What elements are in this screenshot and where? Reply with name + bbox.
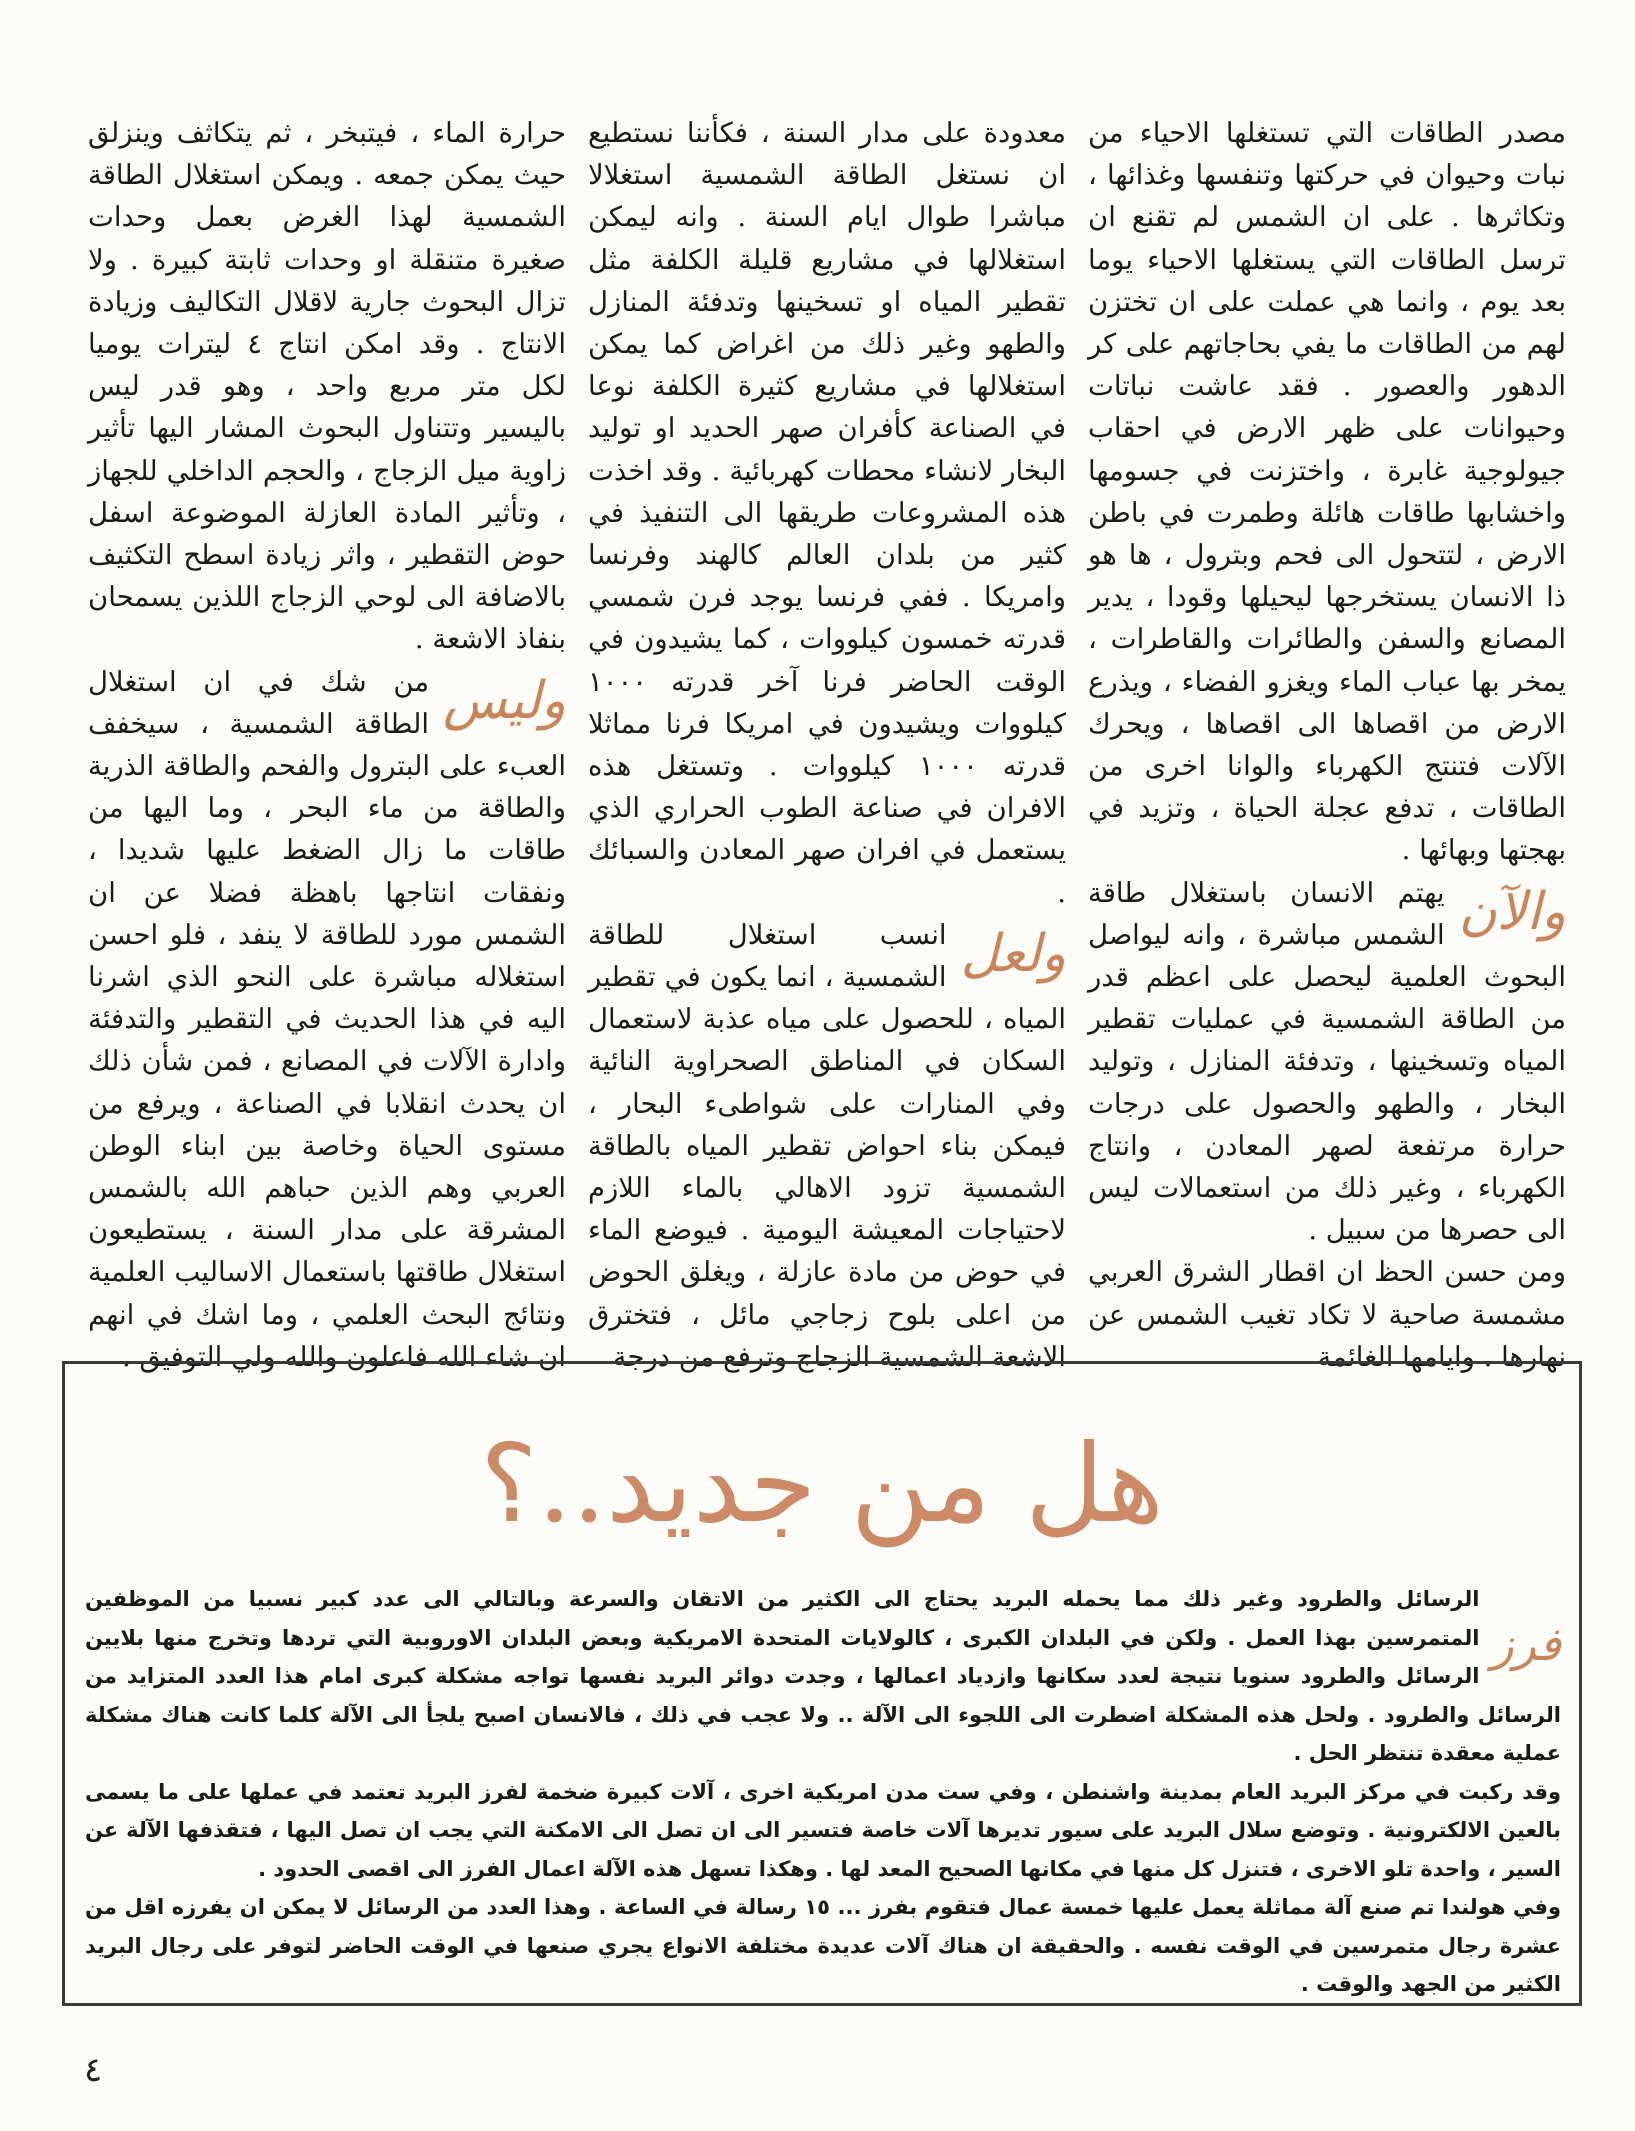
box-body bbox=[85, 1580, 1562, 1996]
article-column-right bbox=[1088, 112, 1566, 1373]
article-paragraph: معدودة على مدار السنة ، فكأننا نستطيع ان نستغل الطاقة الشمسية استغلالا مباشرا طوال ايام السنة . وانه ليمكن استغلالها في مشاريع قليلة الكلفة مثل تقطير المياه او تسخينها وتدفئة المنازل والطهو وغير ذلك من اغراض كما يمكن استغلالها في مشاريع كثيرة الكلفة نوعا في الصناعة كأفران صهر الحديد او توليد البخار لانشاء محطات كهربائية . وقد اخذت هذه المشروعات طريقها الى التنفيذ في كثير من بلدان العالم كالهند وفرنسا وامريكا . ففي فرنسا يوجد فرن شمسي قدرته خمسون كيلووات ، كما يشيدون في الوقت الحاضر فرنا آخر قدرته ١٠٠٠ كيلووات ويشيدون في امريكا فرنا مماثلا قدرته ١٠٠٠ كيلووات . وتستغل هذه الافران في صناعة الطوب الحراري الذي يستعمل في افران صهر المعادن والسبائك . bbox=[588, 117, 1067, 909]
decorative-dropword: فرز bbox=[1491, 1617, 1561, 1671]
article-paragraph bbox=[1088, 872, 1566, 1252]
article-paragraph: مصدر الطاقات التي تستغلها الاحياء من نبات وحيوان في حركتها وتنفسها وغذائها ، وتكاثرها . على ان الشمس لم تقنع ان ترسل الطاقات التي يستغلها الاحياء يوما بعد يوم ، وانما هي عملت على ان تختزن لهم من الطاقات ما يفي بحاجاتهم على كر الدهور والعصور . فقد عاشت نباتات وحيوانات على ظهر الارض في احقاب جيولوجية غابرة ، واختزنت في جسومها واخشابها طاقات هائلة وطمرت في باطن الارض ، لتتحول الى فحم وبترول ، ها هو ذا الانسان يستخرجها ليحيلها وقودا ، يدير المصانع والسفن والطائرات والقاطرات ، يمخر بها عباب الماء ويغزو الفضاء ، ويذرع الارض من اقصاها الى اقصاها ، ويحرك الآلات فتنتج الكهرباء والوانا اخرى من الطاقات ، تدفع عجلة الحياة ، وتزيد في بهجتها وبهائها . bbox=[1088, 117, 1566, 867]
paragraph-text: يهتم الانسان باستغلال طاقة الشمس مباشرة ، وانه ليواصل البحوث العلمية ليحصل على اعظم قدر من الطاقة الشمسية في عمليات تقطير المياه وتسخينها ، وتدفئة المنازل ، وتوليد البخار ، والطهو والحصول على درجات حرارة مرتفعة لصهر المعادن ، وانتاج الكهرباء ، وغير ذلك من استعمالات ليس الى حصرها من سبيل . bbox=[1088, 876, 1566, 1247]
decorative-dropword: ولعل bbox=[960, 923, 1066, 984]
page-number: ٤ bbox=[84, 2050, 103, 2090]
paragraph-text: انسب استغلال للطاقة الشمسية ، انما يكون في تقطير المياه ، للحصول على مياه عذبة لاستعمال السكان في المناطق الصحراوية النائية وفي المنارات على شواطىء البحار ، فيمكن بناء احواض تقطير المياه بالطاقة الشمسية تزود الاهالي بالماء اللازم لاحتياجات المعيشة اليومية . فيوضع الماء في حوض من مادة عازلة ، ويغلق الحوض من اعلى بلوح زجاجي مائل ، فتخترق الاشعة الشمسية الزجاج وترفع من درجة bbox=[588, 918, 1066, 1373]
article-column-middle bbox=[588, 112, 1067, 1373]
paragraph-text: من شك في ان استغلال الطاقة الشمسية ، سيخفف العبء على البترول والفحم والطاقة الذرية والطاقة من ماء البحر ، وما اليها من طاقات ما زال الضغط عليها شديدا ، ونفقات انتاجها باهظة فضلا عن ان الشمس مورد للطاقة لا ينفد ، فلو احسن استغلاله مباشرة على النحو الذي اشرنا اليه في هذا الحديث في التقطير والتدفئة وادارة الآلات في المصانع ، فمن شأن ذلك ان يحدث انقلابا في الصناعة ، ويرفع من مستوى الحياة وخاصة بين ابناء الوطن العربي وهم الذين حباهم الله بالشمس المشرقة على مدار السنة ، يستطيعون استغلال طاقتها باستعمال الاساليب العلمية ونتائج البحث العلمي ، وما اشك في انهم ان شاء الله فاعلون والله ولي التوفيق . bbox=[88, 665, 566, 1373]
box-paragraph: وقد ركبت في مركز البريد العام بمدينة واشنطن ، وفي ست مدن امريكية اخرى ، آلات كبيرة ضخمة لفرز البريد تعتمد في عملها على ما يسمى بالعين الالكترونية . وتوضع سلال البريد على سيور تديرها آلات خاصة فتسير الى ان تصل الى الامكنة التي يجب ان تصل اليها ، فتقذفها الآلة عن السير ، واحدة تلو الاخرى ، فتنزل كل منها في مكانها الصحيح المعد لها . وهكذا تسهل هذه الآلة اعمال الفرز الى اقصى الحدود . bbox=[85, 1779, 1561, 1881]
box-paragraph: وفي هولندا تم صنع آلة مماثلة يعمل عليها خمسة عمال فتقوم بفرز ... ١٥ رسالة في الساعة . وهذا العدد من الرسائل لا يمكن ان يفرزه اقل من عشرة رجال متمرسين في الوقت نفسه . والحقيقة ان هناك آلات عديدة مختلفة الانواع يجري صنعها في الوقت الحاضر لتوفر على رجال البريد الكثير من الجهد والوقت . bbox=[85, 1895, 1562, 1996]
article-paragraph bbox=[588, 914, 1066, 1378]
box-paragraph bbox=[85, 1580, 1561, 1773]
decorative-dropword: والآن bbox=[1458, 881, 1566, 942]
article-paragraph bbox=[88, 661, 566, 1378]
paragraph-text: الرسائل والطرود وغير ذلك مما يحمله البريد يحتاج الى الكثير من الاتقان والسرعة وبالتالي الى عدد كبير نسبيا من الموظفين المتمرسين بهذا العمل . ولكن في البلدان الكبرى ، كالولايات المتحدة الامريكية وبعض البلدان الاوروبية التي تردها وتخرج منها بلايين الرسائل والطرود سنويا نتيجة لعدد سكانها وازدياد اعمالها ، وجدت دوائر البريد نفسها تواجه مشكلة كبرى امام هذا العدد المتزايد من الرسائل والطرود . ولحل هذه المشكلة اضطرت الى اللجوء الى الآلة .. ولا عجب في ذلك ، فالانسان اصبح يلجأ الى الآلة كلما كانت هناك مشكلة عملية معقدة تنتظر الحل . bbox=[85, 1587, 1561, 1765]
decorative-dropword: وليس bbox=[443, 670, 566, 731]
article-column-left bbox=[88, 112, 566, 1373]
box-title: هل من جديد..؟ bbox=[480, 1422, 1164, 1547]
article-paragraph: ومن حسن الحظ ان اقطار الشرق العربي مشمسة صاحية لا تكاد تغيب الشمس عن نهارها . وايامها الغائمة bbox=[1088, 1256, 1566, 1373]
article-paragraph: حرارة الماء ، فيتبخر ، ثم يتكاثف وينزلق حيث يمكن جمعه . ويمكن استغلال الطاقة الشمسية لهذا الغرض بعمل وحدات صغيرة متنقلة او وحدات ثابتة كبيرة . ولا تزال البحوث جارية لاقلال التكاليف وزيادة الانتاج . وقد امكن انتاج ٤ ليترات يوميا لكل متر مربع واحد ، وهو قدر ليس باليسير وتتناول البحوث المشار اليها تأثير زاوية ميل الزجاج ، والحجم الداخلي للجهاز ، وتأثير المادة العازلة الموضوعة اسفل حوض التقطير ، واثر زيادة اسطح التكثيف بالاضافة الى لوحي الزجاج اللذين يسمحان بنفاذ الاشعة . bbox=[88, 117, 566, 656]
news-box bbox=[62, 1361, 1582, 2006]
